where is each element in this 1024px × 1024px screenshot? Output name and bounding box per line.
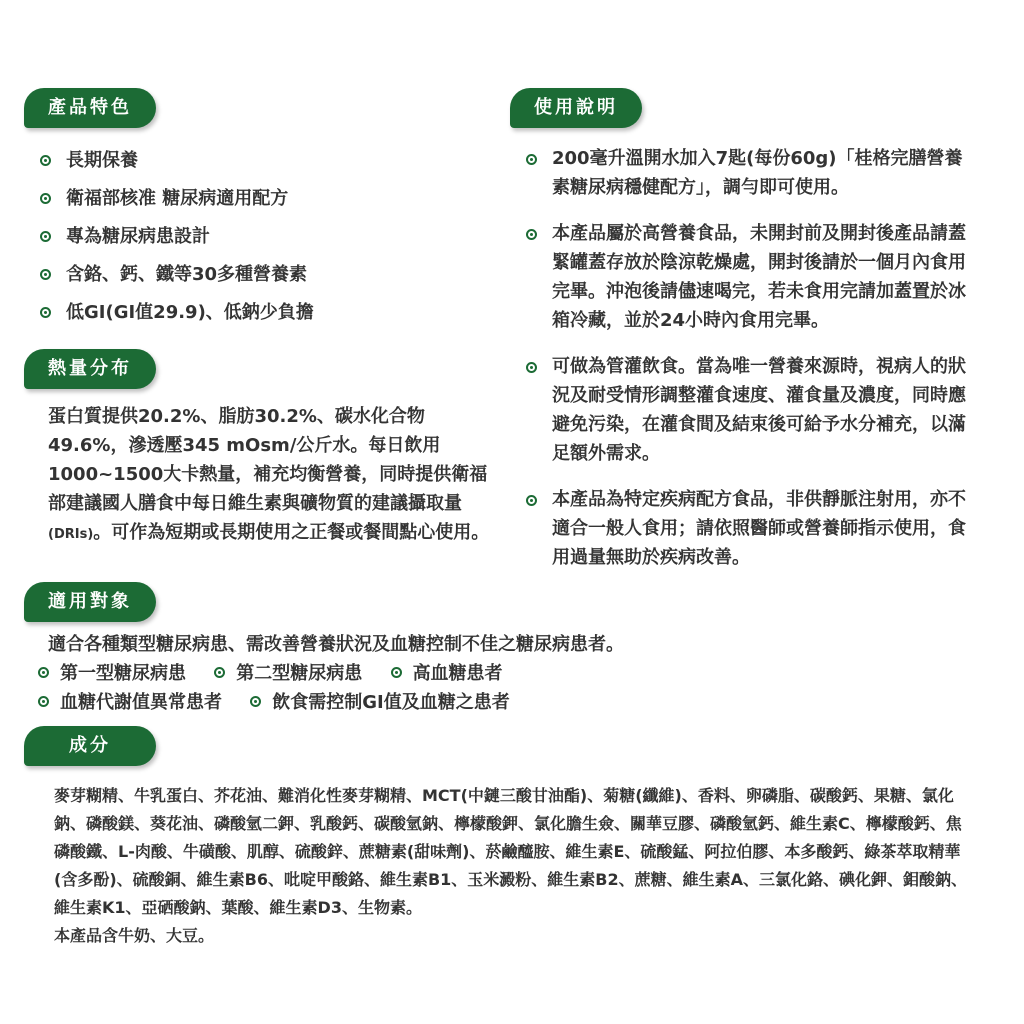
bullet-icon bbox=[250, 696, 261, 707]
bullet-icon bbox=[526, 495, 537, 506]
bullet-icon bbox=[40, 269, 51, 280]
bullet-icon bbox=[526, 229, 537, 240]
usage-list bbox=[516, 144, 978, 589]
bullet-icon bbox=[40, 307, 51, 318]
usage-text: 本產品為特定疾病配方食品，非供靜脈注射用，亦不適合一般人食用；請依照醫師或營養師指示使用，食用過量無助於疾病改善。 bbox=[552, 489, 966, 568]
target-item-text: 飲食需控制GI值及血糖之患者 bbox=[272, 692, 510, 713]
bullet-icon bbox=[391, 667, 402, 678]
target-item bbox=[250, 688, 509, 717]
feature-item bbox=[30, 256, 490, 294]
usage-item bbox=[516, 352, 978, 468]
ingredients-heading: 成分 bbox=[24, 726, 156, 766]
calories-dris: (DRIs) bbox=[48, 527, 94, 542]
target-item-text: 高血糖患者 bbox=[412, 663, 503, 684]
target-item bbox=[38, 659, 186, 688]
bullet-icon bbox=[526, 154, 537, 165]
feature-item bbox=[30, 180, 490, 218]
target-intro: 適合各種類型糖尿病患、需改善營養狀況及血糖控制不佳之糖尿病患者。 bbox=[48, 634, 624, 655]
allergen-text: 本產品含牛奶、大豆。 bbox=[54, 926, 215, 945]
target-row-2 bbox=[38, 688, 988, 717]
usage-item bbox=[516, 485, 978, 572]
feature-item bbox=[30, 142, 490, 180]
target-item bbox=[391, 659, 503, 688]
feature-item bbox=[30, 218, 490, 256]
target-item bbox=[38, 688, 222, 717]
bullet-icon bbox=[38, 696, 49, 707]
usage-heading: 使用說明 bbox=[510, 88, 642, 128]
bullet-icon bbox=[40, 231, 51, 242]
feature-text: 低GI(GI值29.9)、低鈉少負擔 bbox=[66, 302, 314, 323]
feature-text: 長期保養 bbox=[66, 150, 138, 171]
calories-text-end: 。可作為短期或長期使用之正餐或餐間點心使用。 bbox=[93, 522, 490, 543]
usage-text: 本產品屬於高營養食品，未開封前及開封後產品請蓋緊罐蓋存放於陰涼乾燥處，開封後請於一個月內食用完畢。沖泡後請儘速喝完，若未食用完請加蓋置於冰箱冷藏，並於24小時內食用完畢。 bbox=[552, 223, 966, 331]
target-item-text: 血糖代謝值異常患者 bbox=[60, 692, 222, 713]
ingredients-block bbox=[54, 782, 976, 950]
bullet-icon bbox=[40, 193, 51, 204]
target-heading: 適用對象 bbox=[24, 582, 156, 622]
feature-text: 專為糖尿病患設計 bbox=[66, 226, 210, 247]
feature-text: 含鉻、鈣、鐵等30多種營養素 bbox=[66, 264, 308, 285]
target-item-text: 第一型糖尿病患 bbox=[60, 663, 186, 684]
target-block bbox=[48, 630, 988, 717]
target-row-1 bbox=[38, 659, 988, 688]
usage-text: 可做為管灌飲食。當為唯一營養來源時，視病人的狀況及耐受情形調整灌食速度、灌食量及濃度，同時應避免污染，在灌食間及結束後可給予水分補充，以滿足額外需求。 bbox=[552, 356, 966, 464]
bullet-icon bbox=[40, 155, 51, 166]
bullet-icon bbox=[214, 667, 225, 678]
usage-item bbox=[516, 144, 978, 202]
bullet-icon bbox=[38, 667, 49, 678]
bullet-icon bbox=[526, 362, 537, 373]
feature-text: 衛福部核准 糖尿病適用配方 bbox=[66, 188, 289, 209]
features-heading: 產品特色 bbox=[24, 88, 156, 128]
usage-item bbox=[516, 219, 978, 335]
target-item-text: 第二型糖尿病患 bbox=[236, 663, 363, 684]
usage-text: 200毫升溫開水加入7匙(每份60g)「桂格完膳營養素糖尿病穩健配方」，調勻即可使用。 bbox=[552, 148, 963, 198]
target-item bbox=[214, 659, 362, 688]
calories-heading: 熱量分布 bbox=[24, 349, 156, 389]
features-list bbox=[30, 142, 490, 332]
feature-item bbox=[30, 294, 490, 332]
ingredients-text: 麥芽糊精、牛乳蛋白、芥花油、難消化性麥芽糊精、MCT(中鏈三酸甘油酯)、菊糖(纖維)、香料、卵磷脂、碳酸鈣、果糖、氯化鈉、磷酸鎂、葵花油、磷酸氫二鉀、乳酸鈣、碳酸氫鈉、檸檬酸鉀、氯化膽生僉、關華豆膠、磷酸氫鈣、維生素C、檸檬酸鈣、焦磷酸鐵、L-肉酸、牛磺酸、肌醇、硫酸鋅、蔗糖素(甜味劑)、菸鹼醯胺、維生素E、硫酸錳、阿拉伯膠、本多酸鈣、綠茶萃取精華(含多酚)、硫酸銅、維生素B6、吡啶甲酸鉻、維生素B1、玉米澱粉、維生素B2、蔗糖、維生素A、三氯化鉻、碘化鉀、鉬酸鈉、維生素K1、亞硒酸鈉、葉酸、維生素D3、生物素。 bbox=[54, 786, 967, 917]
calories-text: 蛋白質提供20.2%、脂肪30.2%、碳水化合物49.6%，滲透壓345 mOsm/公斤水。每日飲用1000~1500大卡熱量，補充均衡營養，同時提供衛福部建議國人膳食中每日維生素與礦物質的建議攝取量 bbox=[48, 406, 488, 514]
calories-paragraph bbox=[48, 402, 500, 549]
